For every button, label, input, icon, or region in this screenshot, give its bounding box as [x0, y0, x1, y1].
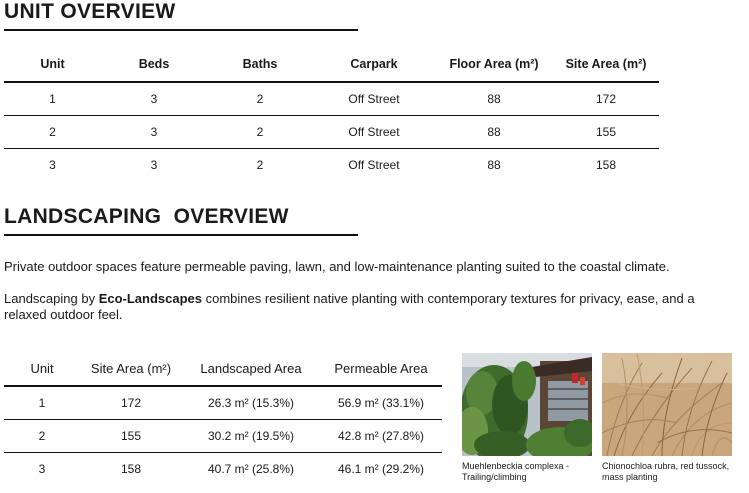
- table-cell: 56.9 m² (33.1%): [320, 386, 442, 420]
- table-header-row: [4, 351, 442, 386]
- table-cell: Off Street: [313, 116, 435, 149]
- table-cell: 26.3 m² (15.3%): [182, 386, 320, 420]
- unit-overview-title: UNIT OVERVIEW: [4, 0, 176, 23]
- landscaping-table: [4, 351, 442, 485]
- muehlenbeckia-photo: [462, 353, 592, 456]
- table-cell: 3: [150, 158, 158, 172]
- landscaping-overview-title: LANDSCAPING OVERVIEW: [4, 205, 289, 228]
- table-cell: 40.7 m² (25.8%): [207, 462, 295, 476]
- table-cell: 155: [553, 116, 659, 149]
- table-cell: 155: [80, 420, 182, 453]
- table-cell: 2: [4, 420, 80, 453]
- table-header-row: [4, 47, 659, 82]
- table-cell: 88: [435, 82, 553, 116]
- column-header: Site Area (m²): [553, 47, 659, 82]
- column-header: Unit: [4, 351, 80, 386]
- table-cell: 2: [207, 82, 313, 116]
- column-header: Unit: [4, 47, 101, 82]
- table-cell: 2: [256, 158, 264, 172]
- column-header: Floor Area (m²): [435, 47, 553, 82]
- paragraph-text: combines resilient native planting with contemporary textures for privacy, ease, and a relaxed outdoor feel.: [4, 291, 695, 322]
- table-row: [4, 453, 442, 486]
- table-cell: 1: [4, 82, 101, 116]
- table-cell: 2: [4, 116, 101, 149]
- table-cell: 1: [4, 386, 80, 420]
- table-cell: 3: [49, 158, 56, 172]
- landscaping-paragraph-1: Private outdoor spaces feature permeable paving, lawn, and low-maintenance planting suited to the coastal climate.: [4, 259, 670, 274]
- table-cell: 3: [101, 116, 207, 149]
- title-underline: [4, 234, 358, 236]
- column-header: Permeable Area: [320, 351, 442, 386]
- table-cell: 172: [80, 386, 182, 420]
- column-header: Carpark: [313, 47, 435, 82]
- table-row: [4, 149, 659, 182]
- table-cell: 158: [120, 462, 142, 476]
- table-cell: Off Street: [313, 82, 435, 116]
- table-row: [4, 82, 659, 116]
- photo-caption-2: Chionochloa rubra, red tussock, mass planting: [602, 461, 730, 482]
- paragraph-text: Landscaping by: [4, 291, 99, 306]
- table-cell: 3: [38, 462, 46, 476]
- table-cell: 42.8 m² (27.8%): [320, 420, 442, 453]
- column-header: Landscaped Area: [182, 351, 320, 386]
- table-cell: 2: [207, 116, 313, 149]
- table-cell: 172: [553, 82, 659, 116]
- red-tussock-photo: [602, 353, 732, 456]
- brand-name: Eco-Landscapes: [98, 291, 203, 306]
- column-header: Site Area (m²): [80, 351, 182, 386]
- table-cell: 158: [595, 158, 617, 172]
- title-underline: [4, 29, 358, 31]
- table-cell: 3: [101, 82, 207, 116]
- table-row: [4, 116, 659, 149]
- table-cell: 88: [435, 116, 553, 149]
- column-header: Baths: [207, 47, 313, 82]
- table-cell: 88: [487, 158, 501, 172]
- table-cell: 46.1 m² (29.2%): [337, 462, 425, 476]
- landscaping-paragraph-2: [4, 291, 739, 323]
- photo-caption-1: Muehlenbeckia complexa - Trailing/climbing: [462, 461, 570, 482]
- column-header: Beds: [101, 47, 207, 82]
- unit-overview-table: [4, 47, 659, 181]
- table-cell: 30.2 m² (19.5%): [182, 420, 320, 453]
- table-cell: Off Street: [348, 158, 400, 172]
- table-row: [4, 420, 442, 453]
- table-row: [4, 386, 442, 420]
